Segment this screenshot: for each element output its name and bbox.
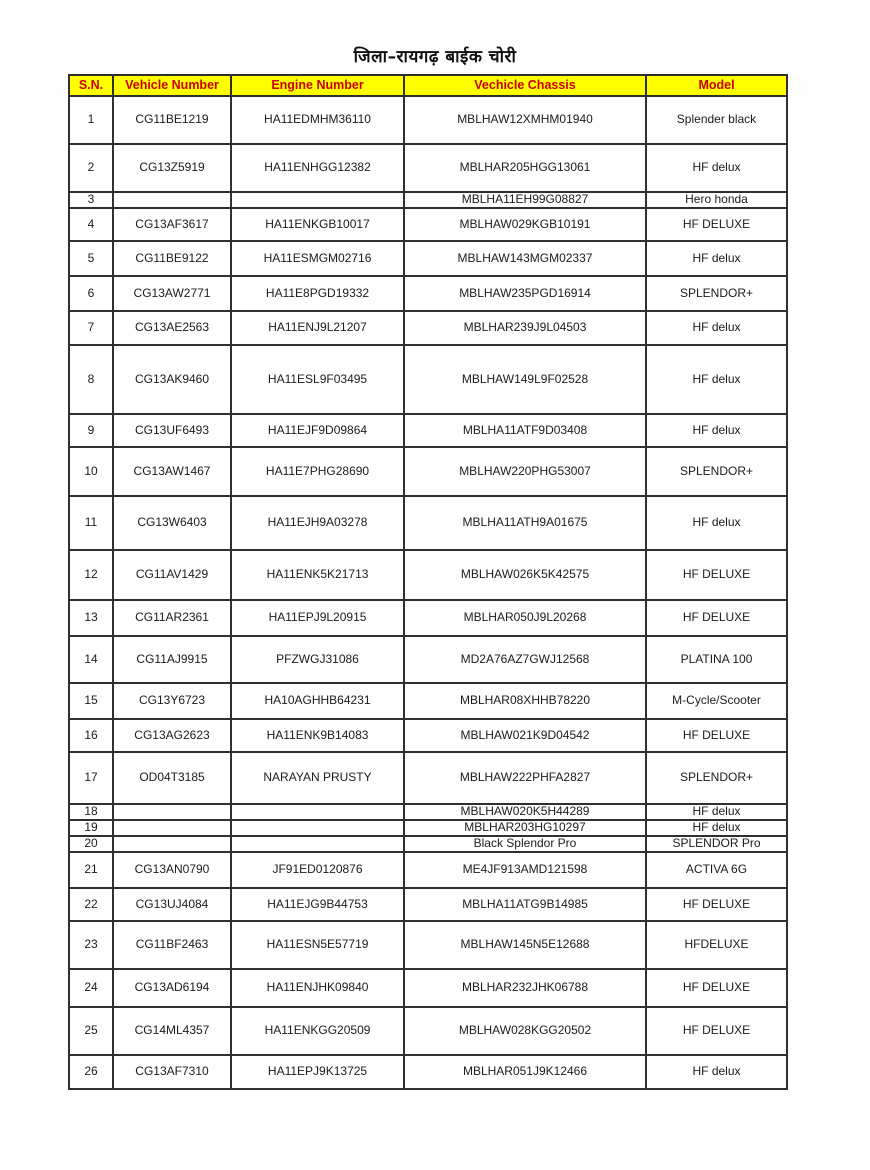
chassis-cell: MBLHAW029KGB10191 [404,208,646,241]
vehicle-number-cell: CG13AF3617 [113,208,231,241]
chassis-cell: MBLHAR050J9L20268 [404,600,646,636]
engine-number-cell: HA11EJH9A03278 [231,496,404,550]
model-cell: HF delux [646,1055,787,1089]
chassis-cell: MBLHA11ATG9B14985 [404,888,646,921]
sn-cell: 9 [69,414,113,447]
chassis-cell: MBLHA11EH99G08827 [404,192,646,208]
chassis-cell: MBLHAW149L9F02528 [404,345,646,414]
sn-cell: 5 [69,241,113,276]
table-row [69,241,787,276]
table-row [69,1055,787,1089]
model-cell: Splender black [646,96,787,144]
vehicle-number-cell: CG13AF7310 [113,1055,231,1089]
model-cell: HF delux [646,311,787,345]
engine-number-cell: HA11ENKGB10017 [231,208,404,241]
header-row [69,75,787,96]
vehicle-theft-table [68,74,788,1090]
vehicle-number-cell: CG13AE2563 [113,311,231,345]
engine-number-cell: HA11ENJ9L21207 [231,311,404,345]
sn-cell: 6 [69,276,113,311]
sn-cell: 7 [69,311,113,345]
chassis-cell: MBLHAW222PHFA2827 [404,752,646,804]
engine-number-cell [231,836,404,852]
engine-number-cell: HA11ENK5K21713 [231,550,404,600]
engine-number-cell: HA11EPJ9K13725 [231,1055,404,1089]
engine-number-cell: HA11EPJ9L20915 [231,600,404,636]
chassis-cell: MBLHA11ATF9D03408 [404,414,646,447]
table-row [69,820,787,836]
table-row [69,683,787,719]
model-cell: HF DELUXE [646,208,787,241]
table-row [69,921,787,969]
sn-cell: 24 [69,969,113,1007]
chassis-cell: MBLHAR203HG10297 [404,820,646,836]
chassis-cell: MBLHA11ATH9A01675 [404,496,646,550]
engine-number-cell: JF91ED0120876 [231,852,404,888]
engine-number-cell: HA11ESN5E57719 [231,921,404,969]
engine-number-cell: HA11ENK9B14083 [231,719,404,752]
model-cell: HF DELUXE [646,969,787,1007]
sn-cell: 2 [69,144,113,192]
table-row [69,969,787,1007]
model-cell: PLATINA 100 [646,636,787,683]
vehicle-number-cell: CG13AG2623 [113,719,231,752]
vehicle-number-cell: CG11AJ9915 [113,636,231,683]
table-row [69,447,787,496]
chassis-cell: MBLHAW028KGG20502 [404,1007,646,1055]
sn-cell: 11 [69,496,113,550]
vehicle-number-cell [113,192,231,208]
vehicle-number-cell: CG11BE9122 [113,241,231,276]
chassis-cell: MBLHAW020K5H44289 [404,804,646,820]
table-row [69,719,787,752]
engine-number-cell [231,820,404,836]
engine-number-cell: HA11ENJHK09840 [231,969,404,1007]
table-row [69,752,787,804]
table-body [69,96,787,1089]
vehicle-number-cell: CG11AR2361 [113,600,231,636]
sn-cell: 8 [69,345,113,414]
table-row [69,852,787,888]
chassis-cell: MBLHAW143MGM02337 [404,241,646,276]
sn-cell: 23 [69,921,113,969]
model-cell: HF DELUXE [646,600,787,636]
column-header-sn: S.N. [69,75,113,96]
table-row [69,276,787,311]
engine-number-cell [231,192,404,208]
model-cell: Hero honda [646,192,787,208]
engine-number-cell: PFZWGJ31086 [231,636,404,683]
sn-cell: 3 [69,192,113,208]
sn-cell: 21 [69,852,113,888]
vehicle-number-cell: CG13AD6194 [113,969,231,1007]
engine-number-cell: HA11EJF9D09864 [231,414,404,447]
sn-cell: 16 [69,719,113,752]
table-row [69,96,787,144]
sn-cell: 22 [69,888,113,921]
sn-cell: 17 [69,752,113,804]
chassis-cell: MBLHAW021K9D04542 [404,719,646,752]
engine-number-cell: HA11E8PGD19332 [231,276,404,311]
engine-number-cell: HA11ENKGG20509 [231,1007,404,1055]
chassis-cell: MBLHAW145N5E12688 [404,921,646,969]
chassis-cell: MBLHAW026K5K42575 [404,550,646,600]
model-cell: HF delux [646,820,787,836]
sn-cell: 18 [69,804,113,820]
sn-cell: 20 [69,836,113,852]
table-row [69,804,787,820]
table-row [69,636,787,683]
sn-cell: 1 [69,96,113,144]
chassis-cell: MBLHAR205HGG13061 [404,144,646,192]
vehicle-number-cell: CG13Z5919 [113,144,231,192]
vehicle-number-cell: CG13W6403 [113,496,231,550]
vehicle-number-cell: CG13Y6723 [113,683,231,719]
chassis-cell: MD2A76AZ7GWJ12568 [404,636,646,683]
engine-number-cell: NARAYAN PRUSTY [231,752,404,804]
model-cell: HF DELUXE [646,888,787,921]
table-row [69,311,787,345]
vehicle-number-cell: CG13AW2771 [113,276,231,311]
sn-cell: 13 [69,600,113,636]
table-row [69,836,787,852]
table-row [69,550,787,600]
chassis-cell: ME4JF913AMD121598 [404,852,646,888]
sn-cell: 14 [69,636,113,683]
chassis-cell: MBLHAW220PHG53007 [404,447,646,496]
vehicle-number-cell [113,804,231,820]
model-cell: HF delux [646,345,787,414]
model-cell: HFDELUXE [646,921,787,969]
chassis-cell: MBLHAR239J9L04503 [404,311,646,345]
chassis-cell: MBLHAW12XMHM01940 [404,96,646,144]
engine-number-cell: HA11EJG9B44753 [231,888,404,921]
engine-number-cell: HA11ESMGM02716 [231,241,404,276]
model-cell: HF delux [646,241,787,276]
model-cell: HF delux [646,414,787,447]
table-row [69,414,787,447]
vehicle-number-cell [113,820,231,836]
table-row [69,345,787,414]
model-cell: SPLENDOR+ [646,276,787,311]
model-cell: HF delux [646,144,787,192]
vehicle-number-cell: CG11AV1429 [113,550,231,600]
column-header-vehicle-chassis: Vechicle Chassis [404,75,646,96]
engine-number-cell: HA11ENHGG12382 [231,144,404,192]
table-row [69,1007,787,1055]
vehicle-number-cell: CG11BE1219 [113,96,231,144]
vehicle-number-cell: CG14ML4357 [113,1007,231,1055]
vehicle-number-cell: OD04T3185 [113,752,231,804]
engine-number-cell: HA11E7PHG28690 [231,447,404,496]
model-cell: HF DELUXE [646,719,787,752]
model-cell: SPLENDOR+ [646,752,787,804]
model-cell: HF delux [646,804,787,820]
sn-cell: 19 [69,820,113,836]
chassis-cell: MBLHAR051J9K12466 [404,1055,646,1089]
vehicle-number-cell: CG13AK9460 [113,345,231,414]
table-row [69,888,787,921]
model-cell: HF DELUXE [646,550,787,600]
vehicle-number-cell: CG13AN0790 [113,852,231,888]
column-header-vehicle-number: Vehicle Number [113,75,231,96]
model-cell: ACTIVA 6G [646,852,787,888]
model-cell: M-Cycle/Scooter [646,683,787,719]
sn-cell: 15 [69,683,113,719]
vehicle-number-cell: CG13AW1467 [113,447,231,496]
model-cell: HF delux [646,496,787,550]
sn-cell: 26 [69,1055,113,1089]
model-cell: SPLENDOR Pro [646,836,787,852]
chassis-cell: MBLHAR232JHK06788 [404,969,646,1007]
table-row [69,496,787,550]
column-header-model: Model [646,75,787,96]
engine-number-cell: HA11ESL9F03495 [231,345,404,414]
column-header-engine-number: Engine Number [231,75,404,96]
model-cell: HF DELUXE [646,1007,787,1055]
engine-number-cell [231,804,404,820]
page-title: जिला–रायगढ़ बाईक चोरी [353,47,517,67]
sn-cell: 10 [69,447,113,496]
table-row [69,192,787,208]
table-row [69,208,787,241]
chassis-cell: MBLHAR08XHHB78220 [404,683,646,719]
engine-number-cell: HA11EDMHM36110 [231,96,404,144]
sn-cell: 12 [69,550,113,600]
engine-number-cell: HA10AGHHB64231 [231,683,404,719]
table-row [69,144,787,192]
vehicle-number-cell [113,836,231,852]
model-cell: SPLENDOR+ [646,447,787,496]
vehicle-number-cell: CG13UF6493 [113,414,231,447]
chassis-cell: MBLHAW235PGD16914 [404,276,646,311]
vehicle-number-cell: CG13UJ4084 [113,888,231,921]
sn-cell: 4 [69,208,113,241]
vehicle-number-cell: CG11BF2463 [113,921,231,969]
table-header [69,75,787,96]
table-row [69,600,787,636]
sn-cell: 25 [69,1007,113,1055]
chassis-cell: Black Splendor Pro [404,836,646,852]
